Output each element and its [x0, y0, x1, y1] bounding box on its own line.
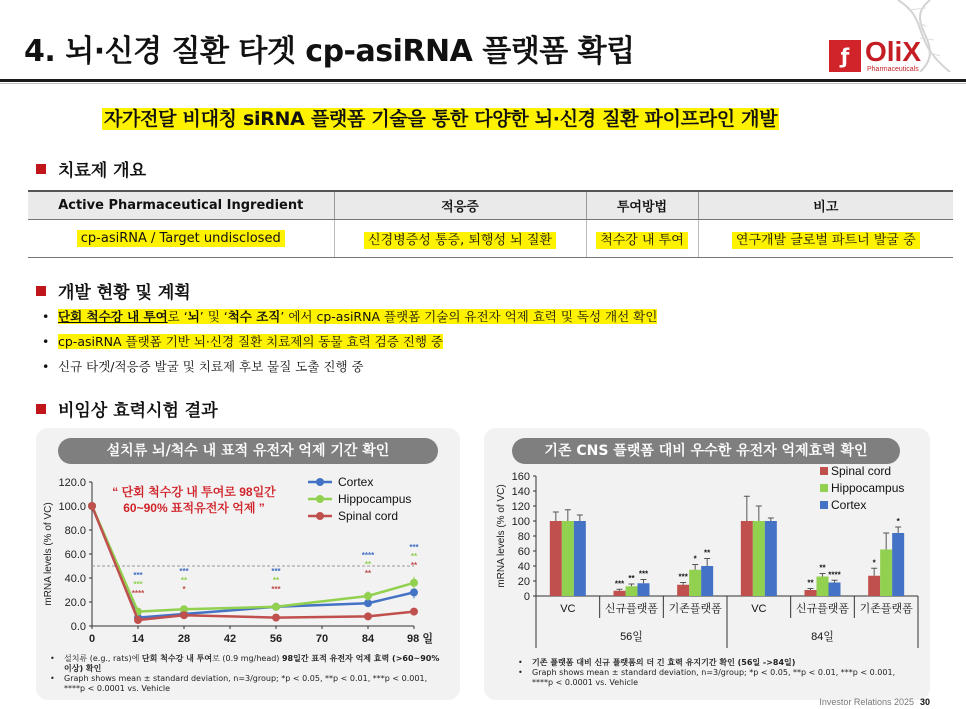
bar — [753, 521, 765, 596]
data-point — [410, 579, 418, 587]
x-tick-label: 42 — [223, 633, 237, 645]
bar — [892, 533, 904, 596]
x-category-label: VC — [751, 603, 767, 615]
bar — [562, 521, 574, 596]
y-tick-label: 120 — [511, 501, 530, 513]
significance-label: ** — [410, 552, 418, 561]
status-bullet-list — [58, 308, 657, 383]
significance-label: ** — [704, 548, 711, 558]
table-cell — [698, 219, 953, 257]
section-bullet-icon — [36, 286, 46, 296]
x-tick-label: 56 — [269, 633, 283, 645]
data-point — [134, 616, 142, 624]
section-overview — [36, 156, 146, 181]
x-tick-label: 84 — [361, 633, 375, 645]
y-tick-label: 0 — [523, 591, 530, 603]
significance-label: ** — [272, 576, 280, 585]
table-header-row — [28, 191, 953, 219]
x-category-label: 신규플랫폼 — [604, 603, 659, 615]
x-tick-label: 70 — [315, 633, 329, 645]
bar — [689, 570, 701, 596]
significance-label: * — [896, 517, 900, 526]
overview-table — [28, 190, 953, 258]
page-number: 30 — [919, 697, 930, 707]
y-axis-label: mRNA levels (% of VC) — [496, 484, 507, 588]
footnote-text: Graph shows mean ± standard deviation, n=3/group; *p < 0.05, **p < 0.01, ***p < 0.001, ****p < 0.0001 vs. Vehicle — [532, 668, 896, 687]
bar — [765, 521, 777, 596]
y-tick-label: 160 — [511, 471, 530, 483]
y-tick-label: 100 — [511, 516, 530, 528]
list-item — [58, 358, 657, 383]
bullet-emphasis: 단회 척수강 내 투여 — [58, 309, 168, 324]
footnote-bold: 98일간 표적 유전자 억제 효력 (>60~90% 이상) 확인 — [64, 654, 440, 673]
y-axis-label: mRNA levels (% of VC) — [43, 502, 54, 606]
line-chart-footnotes — [46, 654, 446, 694]
y-tick-label: 20.0 — [64, 597, 86, 609]
section-results — [36, 396, 218, 421]
bar — [868, 576, 880, 596]
title-divider — [0, 79, 966, 82]
legend-label: Spinal cord — [831, 464, 892, 478]
x-tick-label: 28 — [177, 633, 191, 645]
legend-label: Hippocampus — [338, 492, 412, 506]
footnote-bold: 단회 척수강 내 투여 — [141, 654, 213, 663]
data-point — [272, 614, 280, 622]
y-tick-label: 140 — [511, 486, 530, 498]
significance-label: *** — [614, 579, 625, 589]
legend-label: Spinal cord — [338, 509, 399, 523]
legend-marker — [316, 495, 324, 503]
significance-label: * — [872, 558, 876, 568]
y-tick-label: 80 — [517, 531, 530, 543]
page-header — [0, 0, 966, 86]
bullet-bold: 뇌 — [187, 309, 200, 324]
subtitle: 자가전달 비대칭 siRNA 플랫폼 기술을 통한 다양한 뇌·신경 질환 파이프라인 개발 — [104, 108, 778, 130]
list-item — [58, 333, 657, 358]
significance-label: ** — [410, 561, 418, 570]
bullet-text: 신규 타겟/적응증 발굴 및 치료제 후보 물질 도출 진행 중 — [58, 359, 364, 374]
legend-swatch — [820, 484, 828, 492]
y-tick-label: 40.0 — [64, 573, 86, 585]
significance-label: *** — [271, 567, 281, 576]
significance-label: *** — [678, 572, 688, 582]
bullet-text: cp-asiRNA 플랫폼 기반 뇌·신경 질환 치료제의 동물 효력 검증 진행 중 — [58, 334, 443, 349]
data-point — [410, 608, 418, 616]
bar — [701, 566, 713, 596]
y-tick-label: 40 — [517, 561, 530, 573]
x-tick-label: 98 일 — [407, 633, 433, 645]
x-tick-label: 0 — [88, 633, 96, 645]
logo-subtext: Pharmaceuticals — [867, 66, 919, 73]
annotation-line-2: 60~90% 표적유전자 억제 ” — [123, 501, 265, 515]
legend-swatch — [820, 501, 828, 509]
significance-label: * — [693, 554, 697, 564]
title-divider-thin — [0, 83, 966, 84]
list-item — [46, 674, 446, 694]
significance-label: *** — [409, 543, 419, 552]
x-category-label: VC — [560, 603, 576, 615]
footnote-bold: 기존 플랫폼 대비 신규 플랫폼의 더 긴 효력 유지기간 확인 (56일 ->84일) — [532, 658, 796, 667]
bar-chart-panel — [484, 428, 930, 700]
y-tick-label: 120.0 — [58, 477, 86, 489]
logo-mark-icon: ƒ — [829, 40, 861, 72]
significance-label: ** — [807, 578, 814, 588]
table-header-cell: 적응증 — [334, 191, 586, 219]
significance-label: ** — [819, 563, 826, 573]
significance-label: *** — [179, 567, 189, 576]
section-results-label: 비임상 효력시험 결과 — [58, 401, 218, 421]
x-category-label: 기존플랫폼 — [859, 603, 913, 615]
data-point — [88, 502, 96, 510]
page-footer — [819, 697, 930, 707]
page-title: 4. 뇌·신경 질환 타겟 cp-asiRNA 플랫폼 확립 — [24, 34, 635, 69]
footnote-text: 로 (0.9 mg/head) — [212, 654, 282, 663]
bar — [741, 521, 753, 596]
bar — [805, 590, 817, 596]
significance-label: **** — [828, 570, 841, 580]
table-cell-text: 연구개발 글로벌 파트너 발굴 중 — [732, 232, 920, 249]
significance-label: ** — [364, 560, 372, 569]
significance-label: *** — [133, 580, 143, 589]
data-point — [180, 611, 188, 619]
y-tick-label: 100.0 — [58, 501, 86, 513]
section-overview-label: 치료제 개요 — [58, 161, 147, 181]
bar-chart-panel-title: 기존 CNS 플랫폼 대비 우수한 유전자 억제효력 확인 — [512, 438, 900, 464]
data-point — [272, 603, 280, 611]
legend-swatch — [820, 467, 828, 475]
bullet-bold: 척수 조직 — [227, 309, 281, 324]
y-tick-label: 20 — [517, 576, 530, 588]
bar — [614, 591, 626, 596]
table-cell-text: 신경병증성 통증, 퇴행성 뇌 질환 — [364, 232, 556, 249]
bar — [677, 585, 689, 596]
data-point — [364, 592, 372, 600]
bar-chart-footnotes — [514, 658, 914, 688]
legend-label: Cortex — [338, 475, 374, 489]
table-cell — [28, 219, 334, 257]
legend-marker — [316, 478, 324, 486]
subtitle-banner — [102, 104, 779, 130]
x-group-label: 84일 — [811, 631, 834, 643]
bar — [638, 583, 650, 596]
list-item — [514, 658, 914, 668]
bullet-text: ’ 에서 cp-asiRNA 플랫폼 기술의 유전자 억제 효력 및 독성 개선 확인 — [280, 309, 658, 324]
significance-label: *** — [133, 571, 143, 580]
legend-label: Cortex — [831, 498, 867, 512]
x-category-label: 신규플랫폼 — [795, 603, 850, 615]
table-header-cell: 투여방법 — [586, 191, 698, 219]
line-chart — [36, 428, 460, 656]
line-chart-panel-title: 설치류 뇌/척수 내 표적 유전자 억제 기간 확인 — [58, 438, 438, 464]
logo-text: OliX — [865, 36, 922, 67]
bar-chart — [484, 428, 930, 656]
company-logo — [829, 36, 957, 76]
bullet-text: ’ 및 ‘ — [199, 309, 228, 324]
table-header-cell: 비고 — [698, 191, 953, 219]
significance-label: **** — [131, 589, 145, 598]
table-cell — [334, 219, 586, 257]
list-item — [58, 308, 657, 333]
bar — [626, 586, 638, 596]
table-cell — [586, 219, 698, 257]
significance-label: ** — [180, 576, 188, 585]
footnote-text: Graph shows mean ± standard deviation, n=3/group; *p < 0.05, **p < 0.01, ***p < 0.001, ****p < 0.0001 vs. Vehicle — [64, 674, 428, 693]
annotation-line-1: “ 단회 척수강 내 투여로 98일간 — [112, 485, 276, 499]
y-tick-label: 0.0 — [70, 621, 86, 633]
x-category-label: 기존플랫폼 — [668, 603, 722, 615]
significance-label: ** — [628, 574, 635, 583]
legend-label: Hippocampus — [831, 481, 905, 495]
table-row — [28, 219, 953, 257]
bar — [880, 550, 892, 597]
bar — [574, 521, 586, 596]
y-tick-label: 60 — [517, 546, 530, 558]
table-header-cell: Active Pharmaceutical Ingredient — [28, 191, 334, 219]
footer-text: Investor Relations 2025 — [819, 697, 914, 707]
x-tick-label: 14 — [131, 633, 145, 645]
significance-label: ** — [364, 569, 372, 578]
section-status-label: 개발 현황 및 계획 — [58, 283, 191, 303]
section-bullet-icon — [36, 164, 46, 174]
legend-marker — [316, 512, 324, 520]
line-chart-panel — [36, 428, 460, 700]
data-point — [364, 612, 372, 620]
significance-label: **** — [361, 551, 375, 560]
significance-label: * — [182, 585, 186, 594]
y-tick-label: 60.0 — [64, 549, 86, 561]
section-status — [36, 278, 191, 303]
table-cell-text: cp-asiRNA / Target undisclosed — [77, 230, 285, 247]
significance-label: *** — [638, 569, 649, 579]
data-point — [410, 588, 418, 596]
footnote-text: 설치류 (e.g., rats)에 — [64, 654, 142, 663]
bullet-text: 로 ‘ — [167, 309, 188, 324]
bar — [829, 583, 841, 597]
x-group-label: 56일 — [620, 631, 643, 643]
bar — [550, 521, 562, 596]
bar — [817, 577, 829, 597]
section-bullet-icon — [36, 404, 46, 414]
y-tick-label: 80.0 — [64, 525, 86, 537]
list-item — [514, 668, 914, 688]
significance-label: *** — [271, 585, 281, 594]
table-cell-text: 척수강 내 투여 — [596, 232, 688, 249]
list-item — [46, 654, 446, 674]
